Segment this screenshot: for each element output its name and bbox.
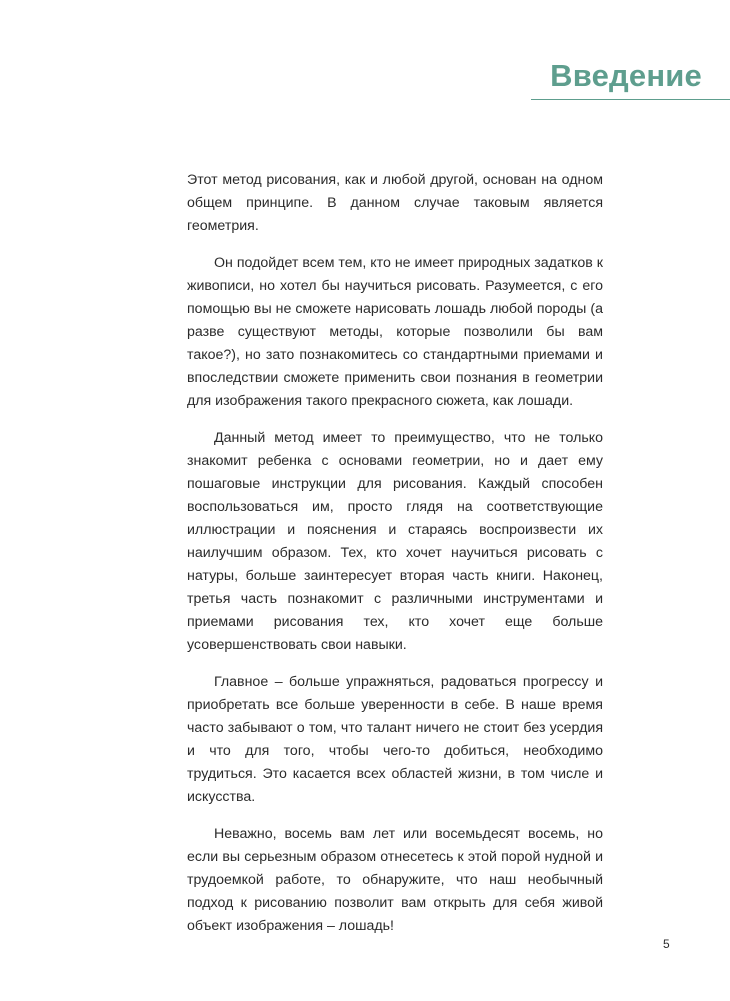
title-underline	[531, 99, 730, 100]
page-number: 5	[663, 937, 670, 951]
paragraph-5: Неважно, восемь вам лет или восемьдесят восемь, но если вы серьезным образом отнесетесь к этой порой нудной и трудоемкой работе, то обнаружите, что наш необычный подход к рисованию позволит вам открыть для себя живой объект изображения – лошадь!	[187, 826, 603, 934]
paragraph-3: Данный метод имеет то преимущество, что не только знакомит ребенка с основами геометрии, но и дает ему пошаговые инструкции для рисования. Каждый способен воспользоваться им, просто глядя на соответствующие иллюстрации и пояснения и стараясь воспроизвести их наилучшим образом. Тех, кто хочет научиться рисовать с натуры, больше заинтересует вторая часть книги. Наконец, третья часть познакомит с различными инструментами и приемами рисования тех, кто хочет еще больше усовершенствовать свои навыки.	[187, 430, 603, 653]
page-title: Введение	[550, 58, 702, 93]
paragraph-1: Этот метод рисования, как и любой другой, основан на одном общем принципе. В данном случае таковым является геометрия.	[187, 172, 603, 234]
paragraph-4: Главное – больше упражняться, радоваться прогрессу и приобретать все больше уверенности в себе. В наше время часто забывают о том, что талант ничего не стоит без усердия и что для того, чтобы чего-то добиться, необходимо трудиться. Это касается всех областей жизни, в том числе и искусства.	[187, 674, 603, 805]
body-text	[187, 169, 603, 952]
paragraph-2: Он подойдет всем тем, кто не имеет природных задатков к живописи, но хотел бы научиться рисовать. Разумеется, с его помощью вы не сможете нарисовать лошадь любой породы (а разве существуют методы, которые позволили бы вам такое?), но зато познакомитесь со стандартными приемами и впоследствии сможете применить свои познания в геометрии для изображения такого прекрасного сюжета, как лошади.	[187, 255, 603, 409]
